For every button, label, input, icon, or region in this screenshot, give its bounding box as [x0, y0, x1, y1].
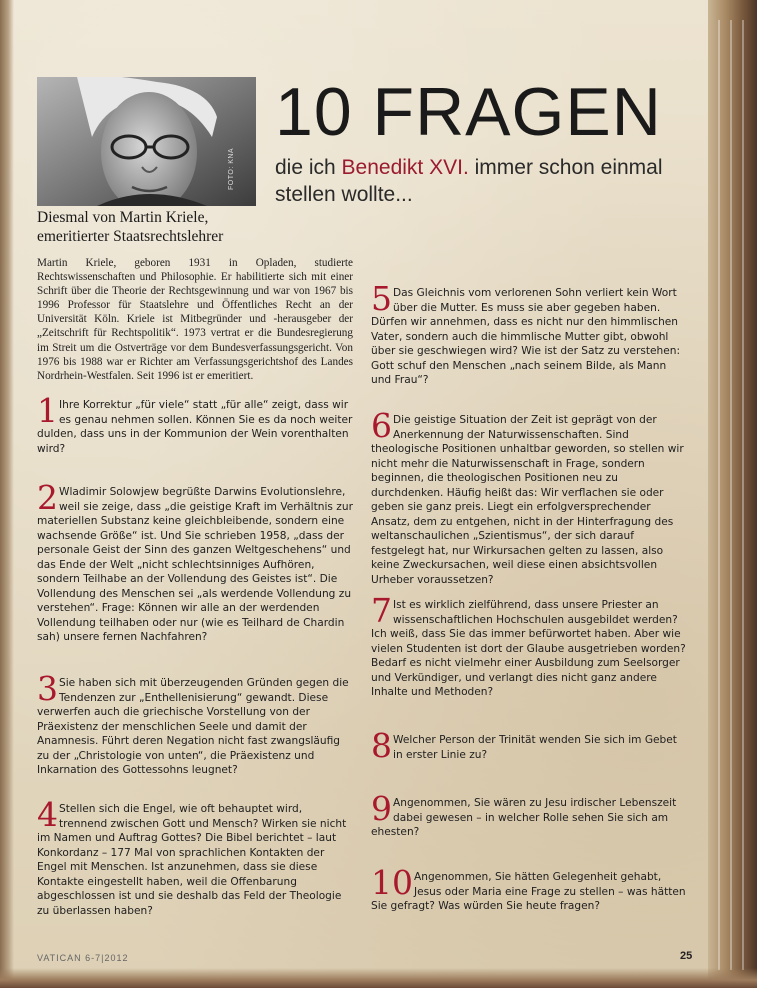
question-text: Wladimir Solowjew begrüßte Darwins Evolutionslehre, weil sie zeige, dass „die geistige Kraft im Verhältnis zur materiellen Substanz keine gleichbleibende, sondern eine wachsende Größe“ ist. Und Sie schrieben 1958, „dass der personale Geist der Sinn des ganzen Weltgeschehens“ und das Ende der Welt „nicht schlechtsinniges Aufhören, sondern Teilhabe an der Vollendung des Geistes ist“. Die Vollendung des Menschen sei „als werdende Vollendung zu verstehen“. Frage: Können wir alle an der werdenden Vollendung teilhaben oder nur (wie es Teilhard de Chardin sah) unsere fernen Nachfahren? — [37, 486, 353, 643]
question-7 — [371, 591, 689, 700]
subtitle-highlight: Benedikt XVI. — [341, 156, 469, 179]
question-number: 1 — [37, 391, 58, 430]
question-text: Sie haben sich mit überzeugenden Gründen gegen die Tendenzen zur „Enthellenisierung“ gewandt. Diese verwerfen auch die griechische Vorstellung von der Präexistenz der menschlichen Seele und damit der Anamnesis. Führt deren Negation nicht fast zwangsläufig zu der „Christologie von unten“, die Präexistenz und Inkarnation des Gottessohns leugnet? — [37, 677, 349, 776]
subtitle-pre: die ich — [275, 156, 342, 179]
question-text: Ist es wirklich zielführend, dass unsere Priester an wissenschaftlichen Hochschulen ausgebildet werden? Ich weiß, dass Sie das immer befürwortet haben. Aber wie vielen Studenten ist dort der Glaube ausgetrieben worden? Bedarf es nicht vielmehr einer Ausbildung zum Seelsorger und Verkündiger, und verlangt dies nicht ganz andere Inhalte und Methoden? — [371, 599, 686, 698]
question-number: 10 — [371, 863, 413, 902]
question-2 — [37, 478, 353, 645]
author-heading — [37, 208, 277, 246]
question-number: 8 — [371, 726, 392, 765]
question-number: 3 — [37, 669, 58, 708]
question-3 — [37, 669, 353, 778]
photo-credit: FOTO: KNA — [228, 147, 235, 190]
question-4 — [37, 795, 353, 918]
author-bio: Martin Kriele, geboren 1931 in Opladen, studierte Rechtswissenschaften und Philosophie. Er habilitierte sich mit einer Schrift über die Theorie der Rechtsgewinnung und war von 1967 bis 1996 Professor für Staatslehre und Öffentliches Recht an der Universität Köln. Kriele ist Mitbegründer und -herausgeber der „Zeitschrift für Rechtspolitik“. 1973 vertrat er die Bundesregierung im Streit um die Ostverträge vor dem Bundesverfassungsgericht. Von 1976 bis 1988 war er Richter am Verfassungsgerichtshof des Landes Nordrhein-Westfalen. Seit 1996 ist er emeritiert. — [37, 257, 353, 382]
question-text: Angenommen, Sie wären zu Jesu irdischer Lebenszeit dabei gewesen – in welcher Rolle sehen Sie sich am ehesten? — [371, 797, 677, 838]
page-subtitle — [275, 154, 675, 208]
question-number: 6 — [371, 406, 392, 445]
question-text: Die geistige Situation der Zeit ist geprägt von der Anerkennung der Naturwissenschaften. Sind theologische Positionen unhaltbar geworden, so stellen wir nicht mehr die Naturwissenschaft in Frage, sondern beginnen, die theologischen Positionen neu zu durchdenken. Häufig heißt das: Wir verflachen sie oder geben sie ganz preis. Liegt ein erfolgversprechender Ansatz, dem zu entgehen, nicht in der Hinterfragung des weltanschaulichen „Szientismus“, der sich darauf festgelegt hat, nur Wirkursachen gelten zu lassen, also keine Zweckursachen, weil diese einen absichtsvollen Urheber voraussetzen? — [371, 414, 684, 586]
question-text: Das Gleichnis vom verlorenen Sohn verliert kein Wort über die Mutter. Es muss sie aber gegeben haben. Dürfen wir annehmen, dass es nicht nur den himmlischen Vater, sondern auch die himmlische Mutter gibt, obwohl über sie geschwiegen wird? Wie ist der Satz zu verstehen: Gott schuf den Menschen „nach seinem Bilde, als Mann und Frau“? — [371, 287, 681, 386]
subtitle-post: immer schon einmal stellen wollte... — [275, 156, 663, 206]
question-9 — [371, 789, 689, 840]
question-5 — [371, 279, 689, 388]
author-line-2: emeritierter Staatsrechtslehrer — [37, 228, 224, 245]
question-text: Welcher Person der Trinität wenden Sie sich im Gebet in erster Linie zu? — [393, 734, 677, 761]
author-portrait-photo — [37, 77, 256, 206]
question-8 — [371, 726, 689, 765]
footer-page-number: 25 — [680, 950, 693, 962]
portrait-illustration — [37, 77, 256, 206]
question-number: 9 — [371, 789, 392, 828]
question-text: Ihre Korrektur „für viele“ statt „für alle“ zeigt, dass wir es genau nehmen sollen. Können Sie es da noch weiter dulden, dass uns in der Kommunion der Wein vorenthalten wird? — [37, 399, 353, 455]
question-text: Angenommen, Sie hätten Gelegenheit gehabt, Jesus oder Maria eine Frage zu stellen – was hätten Sie gefragt? Was würden Sie heute fragen? — [371, 871, 686, 912]
page-edge-bottom — [0, 968, 757, 988]
question-number: 5 — [371, 279, 392, 318]
page-edge-right — [708, 0, 757, 988]
question-text: Stellen sich die Engel, wie oft behauptet wird, trennend zwischen Gott und Mensch? Wirken sie nicht im Namen und Auftrag Gottes? Die Bibel berichtet – laut Konkordanz – 177 Mal von sprachlichen Kontakten der Engel mit Menschen. Ist anzunehmen, dass sie diese Kontakte eingestellt haben, weil die Offenbarung abgeschlossen ist und sie deshalb das Feld der Theologie zu überlassen haben? — [37, 803, 347, 917]
page-title: 10 FRAGEN — [275, 74, 662, 150]
question-number: 4 — [37, 795, 58, 834]
author-line-1: Diesmal von Martin Kriele, — [37, 209, 209, 226]
page-edge-left — [0, 0, 14, 988]
question-1 — [37, 391, 353, 456]
question-number: 7 — [371, 591, 392, 630]
question-10 — [371, 863, 689, 914]
question-number: 2 — [37, 478, 58, 517]
footer-magazine: VATICAN 6-7|2012 — [37, 953, 129, 963]
question-6 — [371, 406, 689, 587]
